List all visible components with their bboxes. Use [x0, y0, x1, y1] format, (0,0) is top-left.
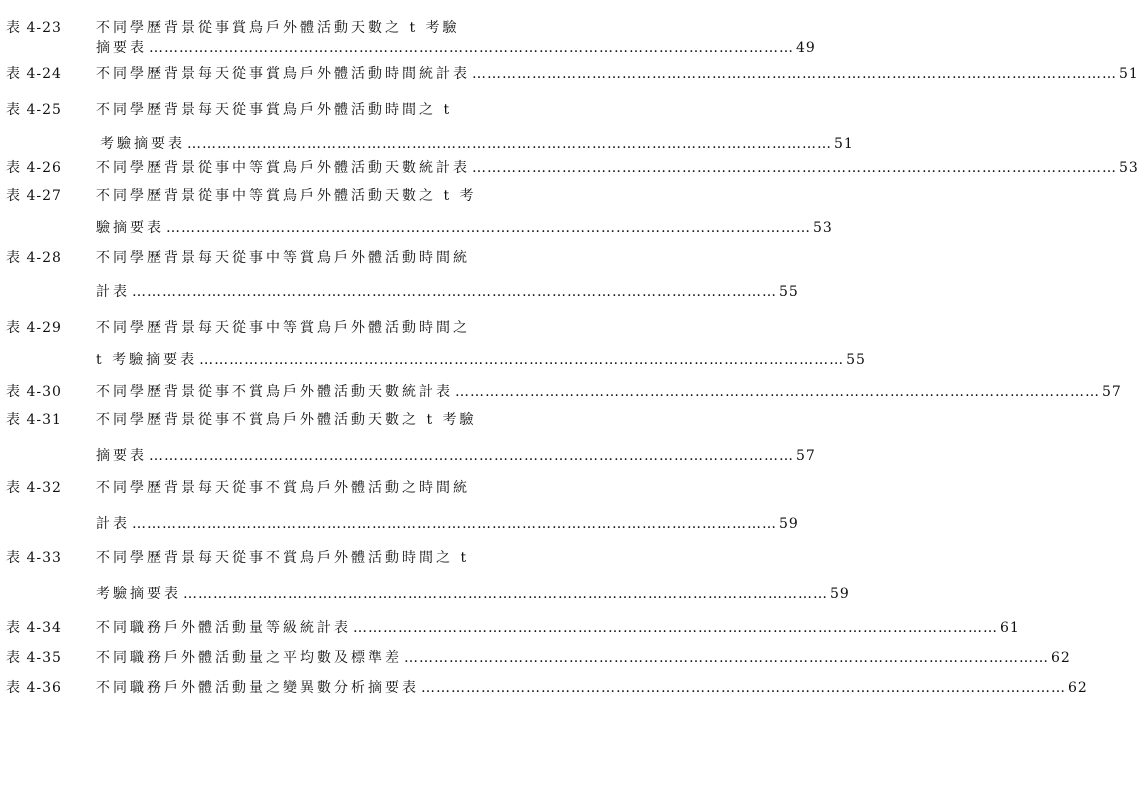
- entry-title: 不同學歷背景從事中等賞鳥戶外體活動天數統計表: [96, 160, 470, 176]
- entry-title-cont: 摘要表: [96, 448, 147, 464]
- entry-single-line: [96, 678, 1088, 698]
- entry-title: 不同學歷背景從事中等賞鳥戶外體活動天數之 t 考: [96, 188, 477, 204]
- leader-dots: …………………………………………………………………………………………………………………: [421, 680, 1066, 696]
- table-of-tables: [0, 18, 1139, 706]
- entry-title: 不同學歷背景從事不賞鳥戶外體活動天數統計表: [96, 384, 453, 400]
- entry-label: 表 4-31: [6, 412, 62, 428]
- leader-dots: …………………………………………………………………………………………………………………: [199, 352, 845, 368]
- entry-title: 不同學歷背景每天從事不賞鳥戶外體活動時間之 t: [96, 550, 470, 566]
- entry-label: 表 4-32: [6, 480, 62, 496]
- entry-continuation: [96, 218, 833, 238]
- toc-entry: [0, 382, 1122, 410]
- entry-label: 表 4-23: [6, 20, 62, 36]
- page-number: 51: [1119, 66, 1139, 82]
- entry-title: 不同學歷背景從事賞鳥戶外體活動天數之 t 考驗: [96, 20, 460, 36]
- entry-single-line: [96, 382, 1122, 402]
- entry-label: 表 4-35: [6, 650, 62, 666]
- page-number: 57: [796, 448, 816, 464]
- page-number: 61: [1000, 620, 1020, 636]
- entry-continuation: [96, 514, 799, 534]
- entry-label: 表 4-27: [6, 188, 62, 204]
- entry-title: 不同職務戶外體活動量之變異數分析摘要表: [96, 680, 419, 696]
- entry-single-line: [96, 618, 1020, 638]
- entry-title-cont: 計表: [96, 516, 130, 532]
- toc-entry: [0, 410, 816, 474]
- entry-continuation: [96, 584, 850, 604]
- page-number: 51: [834, 136, 854, 152]
- leader-dots: …………………………………………………………………………………………………………………: [404, 650, 1049, 666]
- toc-entry: [0, 186, 833, 242]
- toc-entry: [0, 158, 1139, 186]
- entry-title: 不同學歷背景每天從事賞鳥戶外體活動時間統計表: [96, 66, 470, 82]
- page-number: 55: [779, 284, 799, 300]
- toc-entry: [0, 678, 1088, 706]
- page-number: 53: [813, 220, 833, 236]
- toc-entry: [0, 618, 1020, 646]
- entry-title: 不同學歷背景每天從事不賞鳥戶外體活動之時間統: [96, 480, 470, 496]
- entry-single-line: [96, 648, 1071, 668]
- entry-title: 不同學歷背景每天從事中等賞鳥戶外體活動時間之: [96, 320, 470, 336]
- page-number: 62: [1068, 680, 1088, 696]
- entry-continuation: [96, 446, 816, 466]
- toc-entry: [0, 648, 1071, 676]
- leader-dots: …………………………………………………………………………………………………………………: [187, 136, 832, 152]
- toc-entry: [0, 248, 799, 312]
- entry-title-cont: 計表: [96, 284, 130, 300]
- entry-title: 不同學歷背景每天從事賞鳥戶外體活動時間之 t: [96, 102, 453, 118]
- toc-entry: [0, 548, 850, 612]
- page-number: 59: [779, 516, 799, 532]
- entry-title-cont: 考驗摘要表: [100, 136, 185, 152]
- leader-dots: …………………………………………………………………………………………………………………: [472, 160, 1117, 176]
- entry-continuation: [96, 282, 799, 302]
- leader-dots: …………………………………………………………………………………………………………………: [353, 620, 998, 636]
- entry-single-line: [96, 64, 1139, 84]
- entry-label: 表 4-26: [6, 160, 62, 176]
- leader-dots: …………………………………………………………………………………………………………………: [183, 586, 828, 602]
- toc-entry: [0, 18, 816, 56]
- entry-title: 不同職務戶外體活動量等級統計表: [96, 620, 351, 636]
- leader-dots: …………………………………………………………………………………………………………………: [132, 284, 777, 300]
- entry-continuation: [100, 134, 854, 154]
- entry-label: 表 4-36: [6, 680, 62, 696]
- page-number: 59: [830, 586, 850, 602]
- page-number: 53: [1119, 160, 1139, 176]
- leader-dots: …………………………………………………………………………………………………………………: [455, 384, 1100, 400]
- toc-entry: [0, 64, 1139, 100]
- entry-title: 不同職務戶外體活動量之平均數及標準差: [96, 650, 402, 666]
- entry-title-cont: t 考驗摘要表: [96, 352, 198, 368]
- page-number: 55: [846, 352, 866, 368]
- entry-label: 表 4-25: [6, 102, 62, 118]
- leader-dots: …………………………………………………………………………………………………………………: [472, 66, 1117, 82]
- entry-continuation: [96, 38, 816, 58]
- page-number: 57: [1102, 384, 1122, 400]
- entry-label: 表 4-29: [6, 320, 62, 336]
- leader-dots: …………………………………………………………………………………………………………………: [149, 40, 794, 56]
- entry-title-cont: 考驗摘要表: [96, 586, 181, 602]
- leader-dots: …………………………………………………………………………………………………………………: [132, 516, 777, 532]
- leader-dots: …………………………………………………………………………………………………………………: [166, 220, 811, 236]
- entry-label: 表 4-30: [6, 384, 62, 400]
- toc-entry: [0, 100, 854, 152]
- entry-title-cont: 驗摘要表: [96, 220, 164, 236]
- entry-label: 表 4-34: [6, 620, 62, 636]
- page-number: 49: [796, 40, 816, 56]
- entry-title-cont: 摘要表: [96, 40, 147, 56]
- entry-title: 不同學歷背景從事不賞鳥戶外體活動天數之 t 考驗: [96, 412, 477, 428]
- leader-dots: …………………………………………………………………………………………………………………: [149, 448, 794, 464]
- entry-label: 表 4-28: [6, 250, 62, 266]
- entry-title: 不同學歷背景每天從事中等賞鳥戶外體活動時間統: [96, 250, 470, 266]
- entry-label: 表 4-33: [6, 550, 62, 566]
- toc-entry: [0, 318, 866, 374]
- entry-continuation: [96, 350, 866, 370]
- entry-single-line: [96, 158, 1139, 178]
- page-number: 62: [1051, 650, 1071, 666]
- entry-label: 表 4-24: [6, 66, 62, 82]
- toc-entry: [0, 478, 799, 542]
